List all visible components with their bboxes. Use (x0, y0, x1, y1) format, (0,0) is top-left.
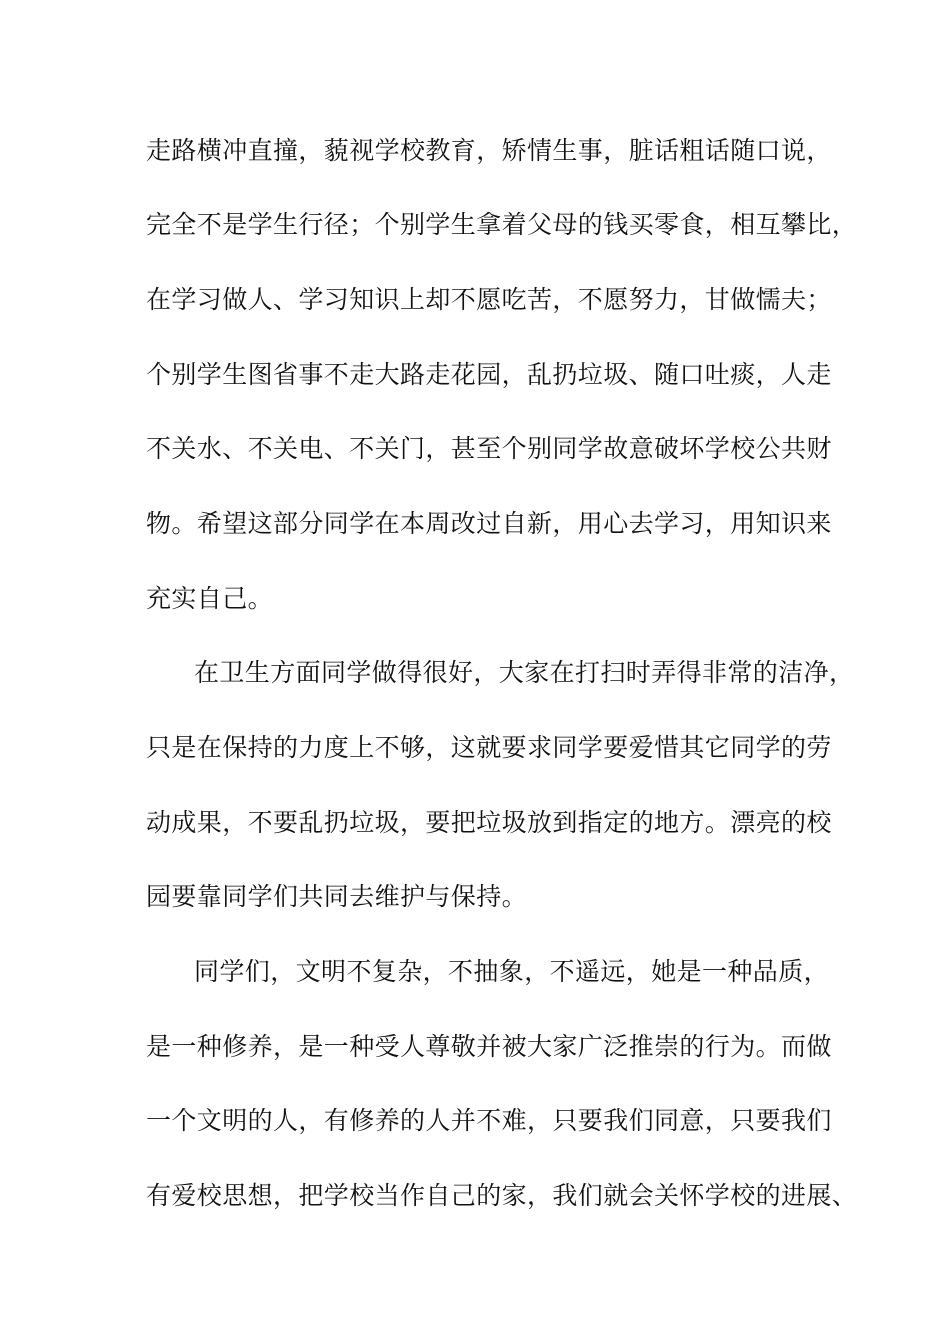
paragraph-2-line-4: 园要靠同学们共同去维护与保持。 (146, 882, 528, 911)
paragraph-1-line-5: 不关水、不关电、不关门，甚至个别同学故意破坏学校公共财 (146, 434, 832, 463)
paragraph-1-line-4: 个别学生图省事不走大路走花园，乱扔垃圾、随口吐痰，人走 (146, 360, 832, 389)
paragraph-2-line-3: 动成果，不要乱扔垃圾，要把垃圾放到指定的地方。漂亮的校 (146, 808, 832, 837)
paragraph-3-line-4: 有爱校思想，把学校当作自己的家，我们就会关怀学校的进展、 (146, 1181, 858, 1210)
paragraph-1-line-6: 物。希望这部分同学在本周改过自新，用心去学习，用知识来 (146, 509, 832, 538)
paragraph-3-line-2: 是一种修养，是一种受人尊敬并被大家广泛推崇的行为。而做 (146, 1032, 832, 1061)
paragraph-1-line-7: 充实自己。 (146, 584, 274, 613)
paragraph-2-line-2: 只是在保持的力度上不够，这就要求同学要爱惜其它同学的劳 (146, 733, 832, 762)
paragraph-1-line-2: 完全不是学生行径；个别学生拿着父母的钱买零食，相互攀比， (146, 210, 858, 239)
paragraph-3-line-1: 同学们，文明不复杂，不抽象，不遥远，她是一种品质， (194, 957, 830, 986)
paragraph-3-line-3: 一个文明的人，有修养的人并不难，只要我们同意，只要我们 (146, 1106, 832, 1135)
paragraph-1-line-1: 走路横冲直撞，藐视学校教育，矫情生事，脏话粗话随口说， (146, 136, 832, 165)
paragraph-2-line-1: 在卫生方面同学做得很好，大家在打扫时弄得非常的洁净， (194, 658, 855, 687)
paragraph-1-line-3: 在学习做人、学习知识上却不愿吃苦，不愿努力，甘做懦夫； (146, 285, 832, 314)
